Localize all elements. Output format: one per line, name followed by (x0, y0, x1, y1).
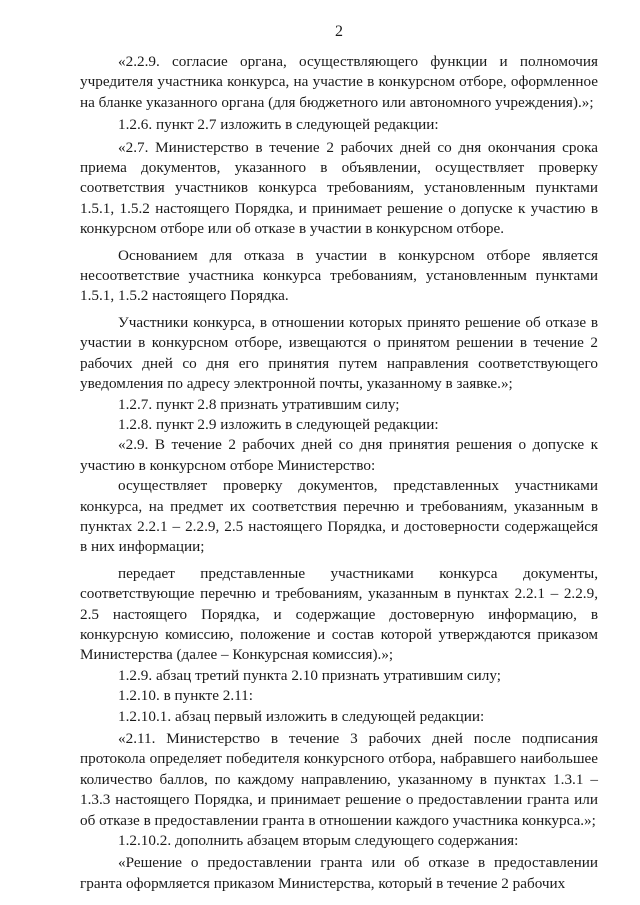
paragraph-refusal-basis: Основанием для отказа в участии в конкурсном отборе является несоответствие участника конкурса требованиям, установленным пунктами 1.5.1, 1.5.2 настоящего Порядка. (80, 246, 598, 305)
page-number: 2 (335, 23, 343, 40)
paragraph-1-2-6: 1.2.6. пункт 2.7 изложить в следующей редакции: (118, 116, 439, 134)
paragraph-grant-decision: «Решение о предоставлении гранта или об отказе в предоставлении гранта оформляется приказом Министерства, который в течение 2 рабочих (80, 854, 598, 892)
paragraph-transfer: передает представленные участниками конкурса документы, соответствующие перечню и требованиям, указанным в пунктах 2.2.1 – 2.2.9, 2.5 настоящего Порядка, и содержащие достоверную информацию, в конкурсную комиссию, положение и состав которой утверждаются приказом Министерства (далее – Конкурсная комиссия).»; (80, 564, 598, 664)
paragraph-1-2-8: 1.2.8. пункт 2.9 изложить в следующей редакции: (118, 415, 439, 433)
paragraph-2-11: «2.11. Министерство в течение 3 рабочих дней после подписания протокола определяет победителя конкурсного отбора, набравшего наибольшее количество баллов, по каждому направлению, указанному в пунктах 1.3.1 – 1.3.3 настоящего Порядка, и принимает решение о предоставлении гранта или об отказе в предоставлении гранта в отношении каждого участника конкурса.»; (80, 730, 598, 829)
paragraph-1-2-10-1: 1.2.10.1. абзац первый изложить в следующей редакции: (118, 707, 485, 725)
paragraph-1-2-9: 1.2.9. абзац третий пункта 2.10 признать утратившим силу; (118, 666, 501, 684)
paragraph-participants-notice: Участники конкурса, в отношении которых принято решение об отказе в участии в конкурсном отборе, извещаются о принятом решении в течение 2 рабочих дней со дня его принятия путем направления соответствующего уведомления по адресу электронной почты, указанному в заявке.»; (80, 313, 598, 393)
paragraph-1-2-10-2: 1.2.10.2. дополнить абзацем вторым следующего содержания: (118, 832, 519, 850)
paragraph-1-2-10: 1.2.10. в пункте 2.11: (118, 687, 253, 705)
paragraph-1-2-7: 1.2.7. пункт 2.8 признать утратившим силу; (118, 395, 400, 413)
paragraph-2-9: «2.9. В течение 2 рабочих дней со дня принятия решения о допуске к участию в конкурсном отборе Министерство: (80, 436, 598, 474)
paragraph-2-2-9: «2.2.9. согласие органа, осуществляющего функции и полномочия учредителя участника конкурса, на участие в конкурсном отборе, оформленное на бланке указанного органа (для бюджетного или автономного учреждения).»; (80, 53, 598, 111)
paragraph-verification: осуществляет проверку документов, представленных участниками конкурса, на предмет их соответствия перечню и требованиям, указанным в пунктах 2.2.1 – 2.2.9, 2.5 настоящего Порядка, и достоверности содержащейся в них информации; (80, 477, 598, 556)
paragraph-2-7: «2.7. Министерство в течение 2 рабочих дней со дня окончания срока приема документов, указанного в объявлении, осуществляет проверку соответствия участников конкурса требованиям, установленным пунктами 1.5.1, 1.5.2 настоящего Порядка, и принимает решение о допуске к участию в конкурсном отборе или об отказе в участии в конкурсном отборе. (80, 138, 598, 238)
